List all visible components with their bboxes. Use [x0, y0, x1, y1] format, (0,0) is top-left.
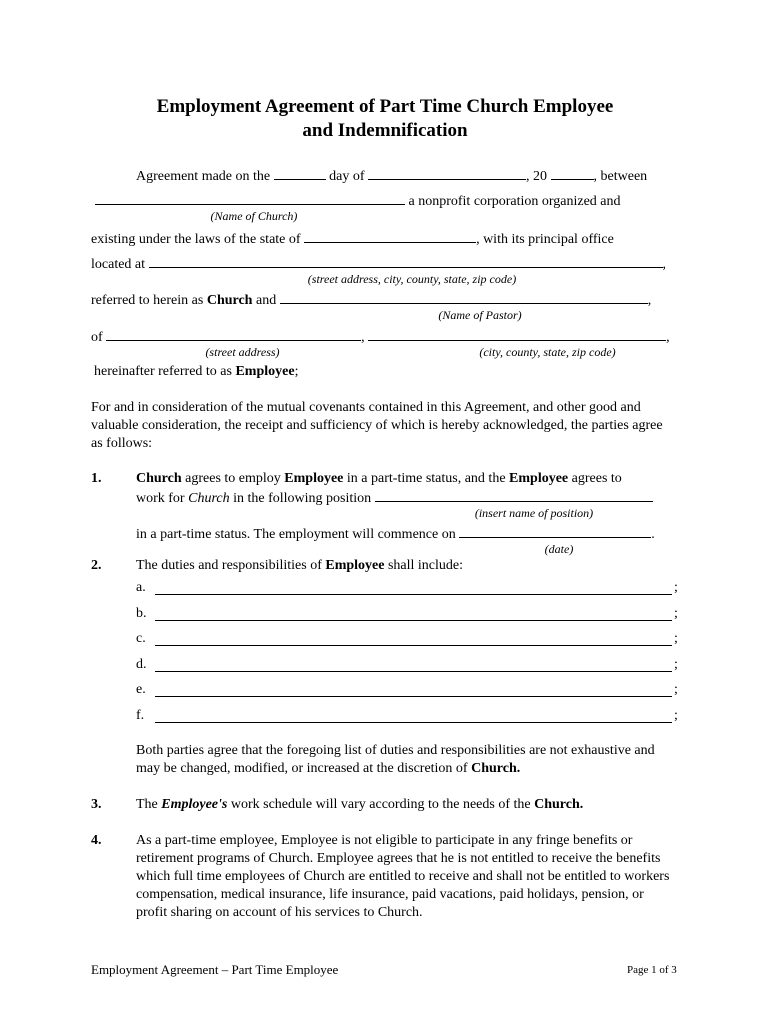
duty-end-d: ; — [674, 657, 678, 672]
intro-of: of — [91, 330, 103, 345]
duty-label-b: b. — [136, 606, 147, 621]
blank-year[interactable] — [551, 166, 594, 180]
section-1-line-3 — [136, 524, 655, 544]
blank-pastor-name[interactable] — [280, 290, 648, 304]
duty-end-c: ; — [674, 631, 678, 646]
blank-position[interactable] — [375, 488, 653, 502]
intro-employee-bold: Employee — [235, 364, 295, 379]
section-2-number: 2. — [91, 558, 102, 573]
duty-end-a: ; — [674, 580, 678, 595]
duty-end-e: ; — [674, 682, 678, 697]
intro-referred-to: referred to herein as — [91, 293, 204, 308]
duty-line-e[interactable] — [155, 695, 672, 697]
sec1-commence: in a part-time status. The employment will commence on — [136, 527, 456, 542]
intro-between: , between — [593, 169, 648, 184]
period: . — [651, 527, 655, 542]
intro-made-on: Agreement made on the — [136, 169, 271, 184]
sec1-employee-bold: Employee — [284, 471, 344, 486]
sec1-text-3: agrees to — [568, 471, 622, 486]
section-1-line-2 — [136, 488, 653, 508]
footer-page-number: Page 1 of 3 — [627, 964, 677, 976]
duty-line-b[interactable] — [155, 619, 672, 621]
intro-line-4 — [91, 254, 666, 274]
intro-line-2 — [95, 191, 621, 211]
intro-nonprofit: a nonprofit corporation organized and — [408, 194, 621, 209]
duty-line-d[interactable] — [155, 670, 672, 672]
sec1-employee2-bold: Employee — [509, 471, 569, 486]
sec3-text-2: work schedule will vary according to the needs of the — [227, 797, 535, 812]
section-3-text — [136, 796, 583, 814]
sec1-church-bold: Church — [136, 471, 182, 486]
duty-label-a: a. — [136, 580, 146, 595]
blank-month[interactable] — [368, 166, 526, 180]
section-3-number: 3. — [91, 797, 102, 812]
section-4-number: 4. — [91, 833, 102, 848]
sec3-employees-bold-italic: Employee's — [161, 797, 228, 812]
sec1-work-for: work for — [136, 491, 189, 506]
both-parties-text: Both parties agree that the foregoing list of duties and responsibilities are not exhaustive and may be changed, modified, or increased at the discretion of — [136, 743, 655, 776]
sec1-text-4: in the following position — [229, 491, 372, 506]
caption-insert-position: (insert name of position) — [474, 506, 594, 520]
sec1-text-2: in a part-time status, and the — [343, 471, 510, 486]
duty-line-c[interactable] — [155, 644, 672, 646]
intro-line-7 — [94, 363, 298, 381]
blank-day[interactable] — [274, 166, 326, 180]
sec3-text-1: The — [136, 797, 162, 812]
both-parties-church-bold: Church. — [471, 761, 521, 776]
intro-hereinafter: hereinafter referred to as — [94, 364, 232, 379]
duty-label-e: e. — [136, 682, 146, 697]
blank-pastor-city[interactable] — [368, 327, 666, 341]
duty-label-c: c. — [136, 631, 146, 646]
duty-end-b: ; — [674, 606, 678, 621]
intro-line-6 — [91, 327, 670, 347]
section-4-text: As a part-time employee, Employee is not eligible to participate in any fringe benefits or retirement programs of Church. Employee agrees that he is not entitled to receive the benefits which full time employees of Church are entitled to receive and shall not be entitled to workers compensation, medical insurance, life insurance, paid vacations, paid holidays, pension, or profit sharing on account of his services to Church. — [136, 833, 670, 920]
intro-existing: existing under the laws of the state of — [91, 232, 301, 247]
intro-line-3 — [91, 229, 614, 249]
sec2-text-1: The duties and responsibilities of — [136, 558, 326, 573]
duty-end-f: ; — [674, 708, 678, 723]
title-line-2: and Indemnification — [302, 120, 468, 141]
comma: , — [361, 330, 365, 345]
both-parties-paragraph — [136, 742, 676, 778]
section-1-number: 1. — [91, 471, 102, 486]
comma: , — [662, 257, 667, 272]
section-1-line-1 — [136, 470, 622, 488]
caption-street-address: (street address) — [205, 345, 280, 359]
blank-church-name[interactable] — [95, 191, 405, 205]
caption-name-of-pastor: (Name of Pastor) — [438, 308, 522, 322]
duty-line-a[interactable] — [155, 593, 672, 595]
consideration-paragraph: For and in consideration of the mutual covenants contained in this Agreement, and other good and valuable consideration, the receipt and sufficiency of which is hereby acknowledged, the parties agree as follows: — [91, 400, 663, 451]
comma: , — [666, 330, 670, 345]
intro-line-5 — [91, 290, 651, 310]
intro-line-1 — [136, 166, 647, 186]
sec1-church-italic: Church — [188, 491, 230, 506]
title-line-1: Employment Agreement of Part Time Church Employee — [156, 96, 614, 117]
sec2-text-2: shall include: — [384, 558, 464, 573]
sec3-church-bold: Church. — [534, 797, 584, 812]
comma: , — [647, 293, 652, 308]
footer-title: Employment Agreement – Part Time Employee — [91, 962, 339, 977]
intro-church-bold: Church — [206, 293, 253, 308]
duty-label-f: f. — [136, 708, 145, 723]
caption-street-city: (street address, city, county, state, zip code) — [307, 272, 517, 286]
section-2-intro — [136, 557, 463, 575]
intro-day-of: day of — [329, 169, 365, 184]
intro-and: and — [255, 293, 277, 308]
blank-state[interactable] — [304, 229, 476, 243]
semicolon: ; — [294, 364, 299, 379]
blank-commence-date[interactable] — [459, 524, 651, 538]
blank-pastor-street[interactable] — [106, 327, 361, 341]
duty-line-f[interactable] — [155, 721, 672, 723]
intro-principal-office: , with its principal office — [476, 232, 614, 247]
sec2-employee-bold: Employee — [325, 558, 385, 573]
duty-label-d: d. — [136, 657, 147, 672]
intro-located-at: located at — [91, 257, 146, 272]
caption-name-of-church: (Name of Church) — [210, 209, 298, 223]
sec1-text-1: agrees to employ — [181, 471, 285, 486]
caption-date: (date) — [544, 542, 574, 556]
blank-principal-address[interactable] — [149, 254, 663, 268]
caption-city-county: (city, county, state, zip code) — [479, 345, 616, 359]
intro-twenty: , 20 — [526, 169, 548, 184]
